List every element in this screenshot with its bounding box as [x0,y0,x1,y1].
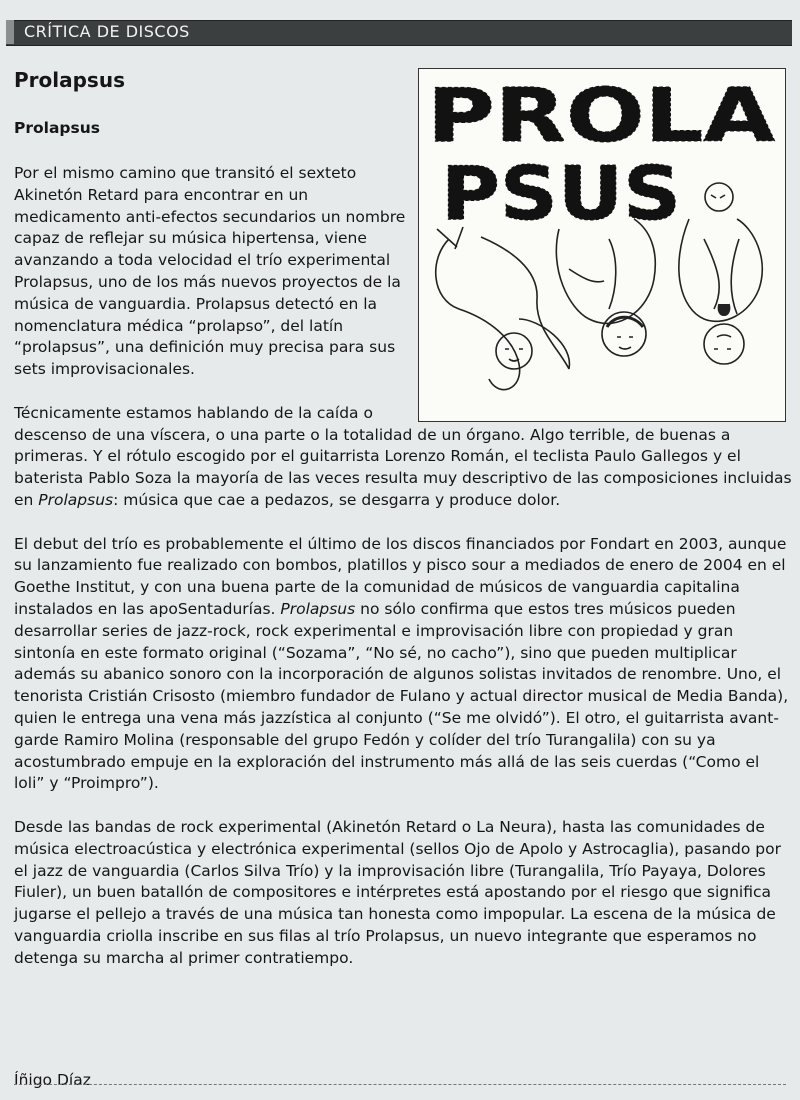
review-paragraph: Por el mismo camino que transitó el sexteto Akinetón Retard para encontrar en un medicamento anti-efectos secundarios un nombre capaz de reflejar su música hipertensa, viene avanzando a toda velocidad el trío experimental Prolapsus, uno de los más nuevos proyectos de la música de vanguardia. Prolapsus detectó en la nomenclatura médica “prolapso”, del latín “prolapsus”, una definición muy precisa para sus sets improvisacionales. [14,164,406,379]
section-header-label: CRÍTICA DE DISCOS [24,22,190,41]
footer-divider [14,1084,786,1085]
review-body [14,163,794,991]
cover-lettering-line-2: PSUS [441,151,681,237]
review-paragraph-text: descenso de una víscera, o una parte o la totalidad de un órgano. Algo terrible, de buenas a primeras. Y el rótulo escogido por el guitarrista Lorenzo Román, el teclista Paulo Gallegos y el baterista Pablo Soza la mayoría de las veces resulta muy descriptivo de las composiciones incluidas en [14,425,792,509]
review-paragraph [14,534,794,796]
section-header-accent [6,20,14,44]
album-title-italic: Prolapsus [280,599,356,618]
review-paragraph-text: : música que cae a pedazos, se desgarra y produce dolor. [113,490,561,509]
page-title: Prolapsus [14,68,125,92]
review-paragraph-first-line: Técnicamente estamos hablando de la caída o [14,403,373,422]
review-paragraph: Desde las bandas de rock experimental (Akinetón Retard o La Neura), hasta las comunidades de música electroacústica y electrónica experimental (sellos Ojo de Apolo y Astrocaglia), pasando por el jazz de vanguardia (Carlos Silva Trío) y la improvisación libre (Turangalila, Trío Payaya, Dolores Fiuler), un buen batallón de compositores e intérpretes está apostando por el riesgo que significa jugarse el pellejo a través de una música tan honesta como impopular. La escena de la música de vanguardia criolla inscribe en sus filas al trío Prolapsus, un nuevo integrante que esperamos no detenga su marcha al primer contratiempo. [14,817,781,967]
cover-lettering-line-1: PROLA [427,73,775,159]
album-title: Prolapsus [14,119,101,137]
album-title-italic: Prolapsus [38,490,114,509]
author-byline: Íñigo Díaz [14,1071,91,1089]
review-paragraph [14,403,794,512]
review-paragraph-text: no sólo confirma que estos tres músicos pueden desarrollar series de jazz-rock, rock experimental e improvisación libre con propiedad y gran sintonía en este formato original (“Sozama”, “No sé, no cacho”), sino que pueden multiplicar además su abanico sonoro con la incorporación de algunos solistas invitados de renombre. Uno, el tenorista Cristián Crisosto (miembro fundador de Fulano y actual director musical de Media Banda), quien le entrega una vena más jazzística al conjunto (“Se me olvidó”). El otro, el guitarrista avant-garde Ramiro Molina (responsable del grupo Fedón y colíder del trío Turangalila) con su ya acostumbrado empuje en la exploración del instrumento más allá de las seis cuerdas (“Como el loli” y “Proimpro”). [14,599,789,793]
review-paragraph-text: El debut del trío es probablemente el último de los discos financiados por Fondart en 2003, aunque su lanzamiento fue realizado con bombos, platillos y pisco sour a mediados de enero de 2004 en el Goethe Institut, y con una buena parte de la comunidad de músicos de vanguardia capitalina instalados en las apoSentadurías. [14,534,787,618]
